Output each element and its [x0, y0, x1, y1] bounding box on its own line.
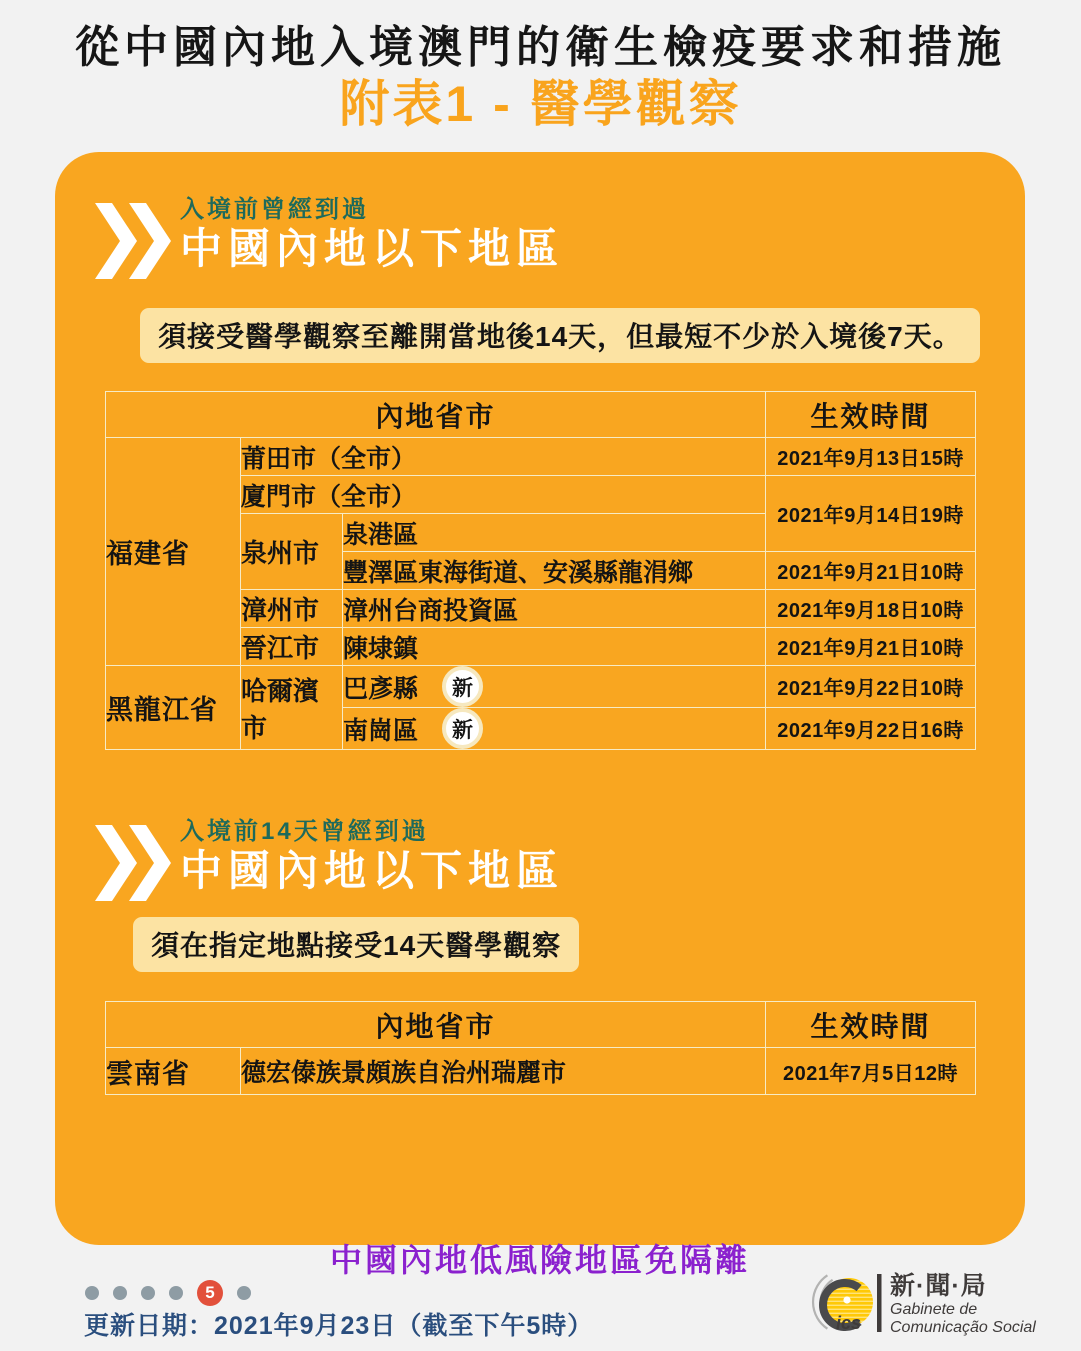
city-cell: 哈爾濱市 — [241, 666, 343, 750]
page-header — [0, 0, 1081, 131]
area-cell: 豐澤區東海街道、安溪縣龍涓鄉 — [343, 552, 766, 590]
logo-pt-line1: Gabinete de — [890, 1301, 978, 1318]
table-row — [106, 1048, 976, 1095]
column-header-effective-time: 生效時間 — [766, 1002, 976, 1048]
section-2-title: 中國內地以下地區 — [180, 846, 565, 894]
column-header-region: 內地省市 — [106, 392, 766, 438]
area-cell — [343, 708, 766, 750]
main-card — [55, 152, 1025, 1278]
table-row — [106, 438, 976, 476]
date-cell: 2021年7月5日12時 — [766, 1048, 976, 1095]
page-dot-active: 5 — [197, 1280, 223, 1306]
logo-white-dot — [843, 1296, 850, 1303]
date-cell: 2021年9月22日16時 — [766, 708, 976, 750]
date-cell: 2021年9月13日15時 — [766, 438, 976, 476]
province-cell: 福建省 — [106, 438, 241, 666]
new-badge: 新 — [442, 666, 483, 707]
province-cell: 雲南省 — [106, 1048, 241, 1095]
section-1-title: 中國內地以下地區 — [180, 224, 565, 272]
section-2-header — [95, 818, 1025, 902]
table-header-row — [106, 392, 976, 438]
medical-observation-table-2 — [105, 1001, 976, 1095]
medical-observation-table-1 — [105, 391, 976, 750]
area-cell: 陳埭鎮 — [343, 628, 766, 666]
new-badge: 新 — [442, 708, 483, 749]
province-cell: 黑龍江省 — [106, 666, 241, 750]
page-dot — [169, 1286, 183, 1300]
area-label: 南崗區 — [343, 716, 419, 745]
update-date: 更新日期：2021年9月23日（截至下午5時） — [84, 1312, 594, 1340]
logo-cn-text: 新·聞·局 — [890, 1272, 987, 1300]
logo-divider — [877, 1274, 882, 1332]
page-subtitle: 附表1 - 醫學觀察 — [339, 76, 742, 133]
page-indicator — [85, 1280, 251, 1306]
section-2-kicker: 入境前14天曾經到過 — [180, 818, 429, 845]
section-2-note: 須在指定地點接受14天醫學觀察 — [133, 917, 579, 972]
logo-pt-line2: Comunicação Social — [890, 1319, 1036, 1336]
section-1-kicker: 入境前曾經到過 — [180, 196, 369, 223]
low-risk-footnote: 中國內地低風險地區免隔離 — [329, 1242, 750, 1278]
column-header-region: 內地省市 — [106, 1002, 766, 1048]
date-cell: 2021年9月14日19時 — [766, 476, 976, 552]
page-dot — [141, 1286, 155, 1300]
area-cell — [343, 666, 766, 708]
date-cell: 2021年9月21日10時 — [766, 628, 976, 666]
date-cell: 2021年9月22日10時 — [766, 666, 976, 708]
section-1-note: 須接受醫學觀察至離開當地後14天，但最短不少於入境後7天。 — [140, 308, 980, 363]
double-chevron-right-icon — [95, 824, 171, 902]
date-cell: 2021年9月21日10時 — [766, 552, 976, 590]
page-title: 從中國內地入境澳門的衛生檢疫要求和措施 — [75, 23, 1006, 72]
table-header-row — [106, 1002, 976, 1048]
page-dot — [85, 1286, 99, 1300]
area-cell: 德宏傣族景頗族自治州瑞麗市 — [241, 1048, 766, 1095]
area-cell: 莆田市（全市） — [241, 438, 766, 476]
logo-mark-letters: ics — [836, 1313, 862, 1333]
column-header-effective-time: 生效時間 — [766, 392, 976, 438]
city-cell: 泉州市 — [241, 514, 343, 590]
area-label: 巴彥縣 — [343, 674, 419, 703]
area-cell: 泉港區 — [343, 514, 766, 552]
date-cell: 2021年9月18日10時 — [766, 590, 976, 628]
double-chevron-right-icon — [95, 202, 171, 280]
city-cell: 漳州市 — [241, 590, 343, 628]
area-cell: 廈門市（全市） — [241, 476, 766, 514]
table-row — [106, 666, 976, 708]
area-cell: 漳州台商投資區 — [343, 590, 766, 628]
page-dot — [113, 1286, 127, 1300]
city-cell: 晉江市 — [241, 628, 343, 666]
gcs-logo — [808, 1266, 1070, 1340]
page-dot — [237, 1286, 251, 1300]
section-1-header — [95, 196, 1025, 280]
